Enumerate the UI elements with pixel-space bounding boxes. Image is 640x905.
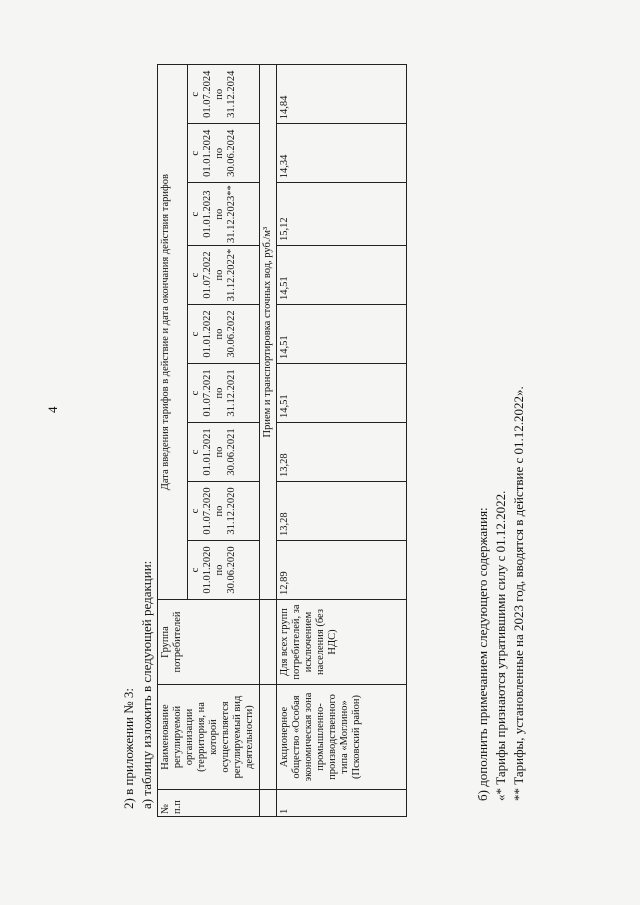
intro-line-1: 2) в приложении № 3: [121, 687, 136, 809]
row-org: Акционерное общество «Особая экономическая зона промышленно-производственного типа «Моглино» (Псковский район) [276, 685, 406, 790]
tariff-value: 15,12 [276, 183, 406, 246]
section-blank [259, 600, 276, 685]
tariff-value: 12,89 [276, 541, 406, 600]
period-header: с 01.07.2022 по 31.12.2022* [187, 246, 259, 305]
period-header: с 01.01.2024 по 30.06.2024 [187, 124, 259, 183]
header-group: Группа потребителей [158, 600, 260, 685]
table-row [276, 65, 406, 817]
row-group: Для всех групп потребителей, за исключением населения (без НДС) [276, 600, 406, 685]
tariff-value: 14,84 [276, 65, 406, 124]
tariff-value: 13,28 [276, 423, 406, 482]
tariff-value: 13,28 [276, 482, 406, 541]
period-header: с 01.07.2020 по 31.12.2020 [187, 482, 259, 541]
period-header: с 01.01.2023 по 31.12.2023** [187, 183, 259, 246]
rotated-content [35, 49, 605, 879]
page-number: 4 [45, 406, 60, 413]
header-number: № п.п [158, 790, 260, 817]
period-header: с 01.01.2022 по 30.06.2022 [187, 305, 259, 364]
period-header: с 01.07.2021 по 31.12.2021 [187, 364, 259, 423]
tariff-table [157, 64, 407, 817]
tariff-value: 14,51 [276, 364, 406, 423]
section-title: Прием и транспортировка сточных вод, руб./м³ [259, 65, 276, 600]
section-blank [259, 685, 276, 790]
row-number: 1 [276, 790, 406, 817]
header-org: Наименование регулируемой организации (территория, на которой осуществляется регулируемый вид деятельности) [158, 685, 260, 790]
period-header: с 01.07.2024 по 31.12.2024 [187, 65, 259, 124]
tariff-value: 14,51 [276, 305, 406, 364]
section-blank [259, 790, 276, 817]
header-dates: Дата введения тарифов в действие и дата окончания действия тарифов [158, 65, 188, 600]
note-line-1: б) дополнить примечанием следующего содержания: [475, 507, 490, 801]
period-header: с 01.01.2020 по 30.06.2020 [187, 541, 259, 600]
tariff-value: 14,51 [276, 246, 406, 305]
note-line-2: «* Тарифы признаются утратившими силу с 01.12.2022. [493, 490, 508, 801]
note-line-3: ** Тарифы, установленные на 2023 год, вводятся в действие с 01.12.2022». [511, 386, 526, 801]
tariff-value: 14,34 [276, 124, 406, 183]
intro-line-2: а) таблицу изложить в следующей редакции: [139, 560, 154, 809]
period-header: с 01.01.2021 по 30.06.2021 [187, 423, 259, 482]
